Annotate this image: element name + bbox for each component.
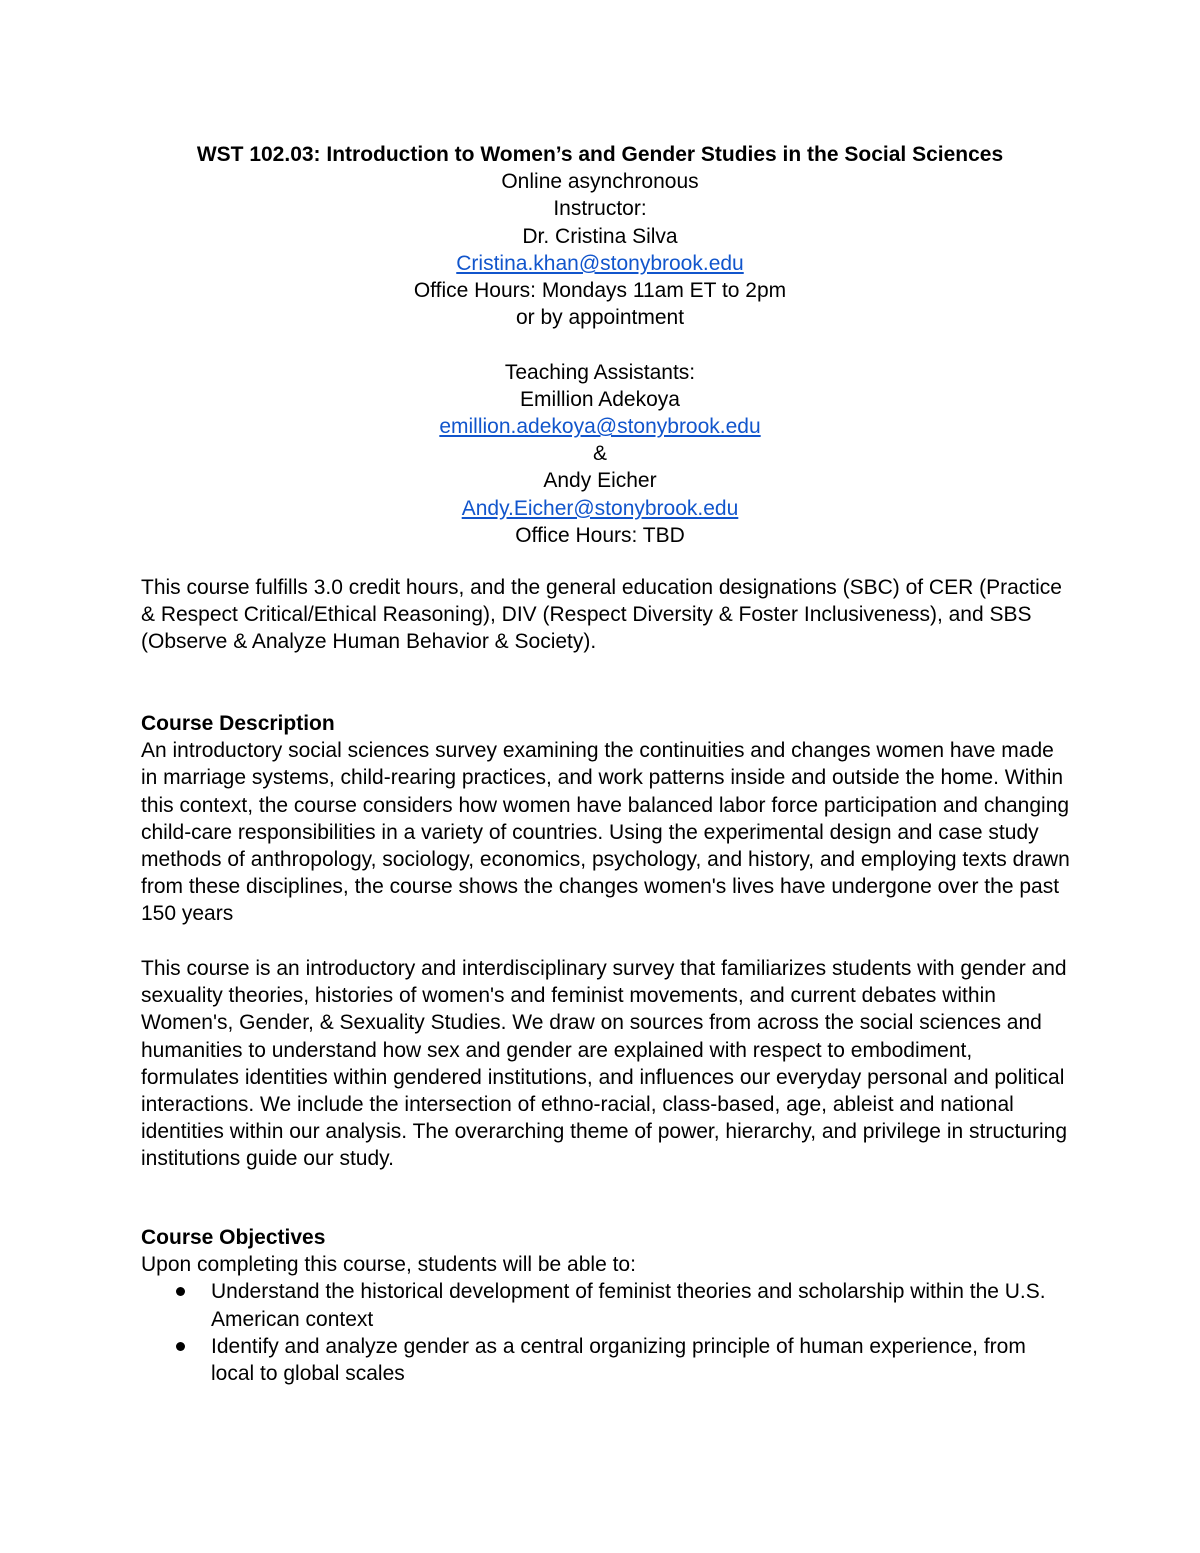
course-objectives-intro: Upon completing this course, students will be able to: (141, 1253, 636, 1277)
course-format: Online asynchronous (501, 170, 699, 194)
instructor-office-hours-alt: or by appointment (515, 306, 685, 330)
course-title: WST 102.03: Introduction to Women’s and Gender Studies in the Social Sciences (196, 143, 1004, 166)
instructor-label: Instructor: (553, 197, 647, 221)
list-item (141, 1333, 1071, 1387)
credit-paragraph: This course fulfills 3.0 credit hours, and the general education designations (SBC) of CER (Practice & Respect Critical/Ethical Reasoning), DIV (Respect Diversity & Foster Inclusiveness), and SBS (Observe & Analyze Human Behavior & Society). (141, 576, 1062, 654)
bullet-icon (176, 1287, 185, 1296)
objective-text: Understand the historical development of feminist theories and scholarship within the U.S. American context (211, 1280, 1046, 1331)
ta-label: Teaching Assistants: (504, 360, 696, 384)
course-description-heading: Course Description (141, 712, 335, 735)
ta2-name: Andy Eicher (543, 469, 657, 493)
ta1-email-link[interactable]: emillion.adekoya@stonybrook.edu (439, 415, 761, 439)
credit-section (141, 574, 1071, 656)
course-description-paragraph-2: This course is an introductory and interdisciplinary survey that familiarizes students with gender and sexuality theories, histories of women's and feminist movements, and current debates within Women's, Gender, & Sexuality Studies. We draw on sources from across the social sciences and humanities to understand how sex and gender are explained with respect to embodiment, formulates identities within gendered institutions, and influences our everyday personal and political interactions. We include the intersection of ethno-racial, class-based, age, ableist and national identities within our analysis. The overarching theme of power, hierarchy, and privilege in structuring institutions guide our study. (141, 957, 1068, 1171)
course-description-section (141, 710, 1071, 928)
objectives-list (141, 1278, 1071, 1387)
ta1-name: Emillion Adekoya (520, 387, 680, 411)
course-description-continued (141, 955, 1071, 1173)
instructor-name: Dr. Cristina Silva (522, 224, 678, 248)
course-objectives-heading: Course Objectives (141, 1226, 326, 1249)
ta-office-hours: Office Hours: TBD (515, 523, 685, 547)
objective-text: Identify and analyze gender as a central organizing principle of human experience, from local to global scales (211, 1334, 1026, 1386)
course-header (0, 141, 1200, 549)
course-description-paragraph-1: An introductory social sciences survey examining the continuities and changes women have made in marriage systems, child-rearing practices, and work patterns inside and outside the home. Within this context, the course considers how women have balanced labor force participation and changing child-care responsibilities in a variety of countries. Using the experimental design and case study methods of anthropology, sociology, economics, psychology, and history, and employing texts drawn from these disciplines, the course shows the changes women's lives have undergone over the past 150 years (141, 739, 1070, 926)
course-objectives-section (141, 1224, 1071, 1387)
ta2-email-link[interactable]: Andy.Eicher@stonybrook.edu (461, 496, 739, 520)
ta-separator: & (592, 442, 607, 466)
list-item (141, 1278, 1071, 1332)
instructor-office-hours: Office Hours: Mondays 11am ET to 2pm (413, 279, 787, 303)
instructor-email-link[interactable]: Cristina.khan@stonybrook.edu (456, 251, 744, 275)
bullet-icon (176, 1342, 185, 1351)
